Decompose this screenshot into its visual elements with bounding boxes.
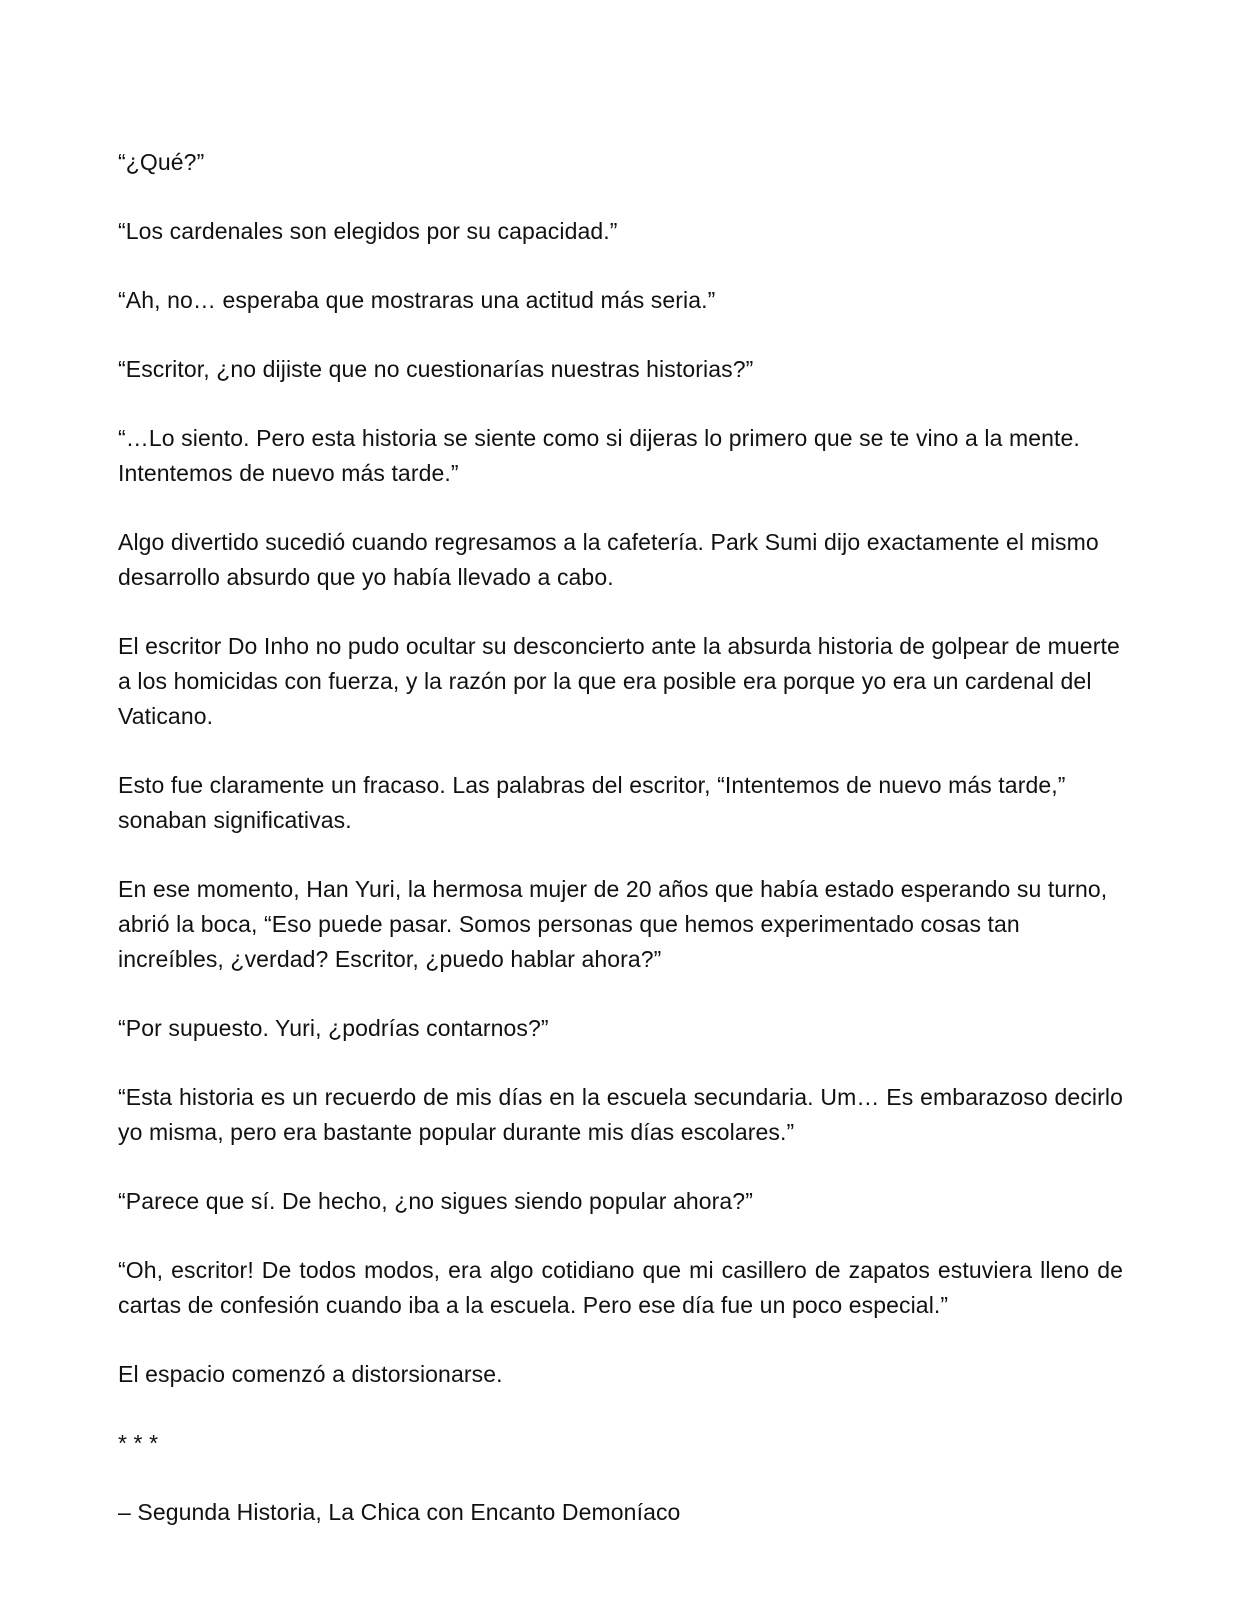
chapter-heading: – Segunda Historia, La Chica con Encanto Demoníaco: [118, 1499, 681, 1525]
paragraph-5: “…Lo siento. Pero esta historia se siente como si dijeras lo primero que se te vino a la mente. Intentemos de nuevo más tarde.”: [118, 425, 1080, 486]
paragraph-10: “Por supuesto. Yuri, ¿podrías contarnos?”: [118, 1015, 549, 1041]
scene-break: * * *: [118, 1430, 159, 1456]
paragraph-12: “Parece que sí. De hecho, ¿no sigues siendo popular ahora?”: [118, 1188, 753, 1214]
paragraph-6: Algo divertido sucedió cuando regresamos a la cafetería. Park Sumi dijo exactamente el mismo desarrollo absurdo que yo había llevado a cabo.: [118, 529, 1099, 590]
paragraph-14: El espacio comenzó a distorsionarse.: [118, 1361, 503, 1387]
paragraph-9: En ese momento, Han Yuri, la hermosa mujer de 20 años que había estado esperando su turno, abrió la boca, “Eso puede pasar. Somos personas que hemos experimentado cosas tan increíbles, ¿verdad? Escritor, ¿puedo hablar ahora?”: [118, 876, 1108, 972]
paragraph-4: “Escritor, ¿no dijiste que no cuestionarías nuestras historias?”: [118, 356, 754, 382]
paragraph-7: El escritor Do Inho no pudo ocultar su desconcierto ante la absurda historia de golpear de muerte a los homicidas con fuerza, y la razón por la que era posible era porque yo era un cardenal del Vaticano.: [118, 633, 1120, 729]
paragraph-8: Esto fue claramente un fracaso. Las palabras del escritor, “Intentemos de nuevo más tarde,” sonaban significativas.: [118, 772, 1066, 833]
document-text: [118, 145, 1123, 1530]
paragraph-1: “¿Qué?”: [118, 149, 205, 175]
paragraph-3: “Ah, no… esperaba que mostraras una actitud más seria.”: [118, 287, 716, 313]
paragraph-11: “Esta historia es un recuerdo de mis días en la escuela secundaria. Um… Es embarazoso decirlo yo misma, pero era bastante popular durante mis días escolares.”: [118, 1084, 1123, 1145]
paragraph-13: “Oh, escritor! De todos modos, era algo cotidiano que mi casillero de zapatos estuviera lleno de cartas de confesión cuando iba a la escuela. Pero ese día fue un poco especial.”: [118, 1257, 1123, 1318]
paragraph-2: “Los cardenales son elegidos por su capacidad.”: [118, 218, 618, 244]
